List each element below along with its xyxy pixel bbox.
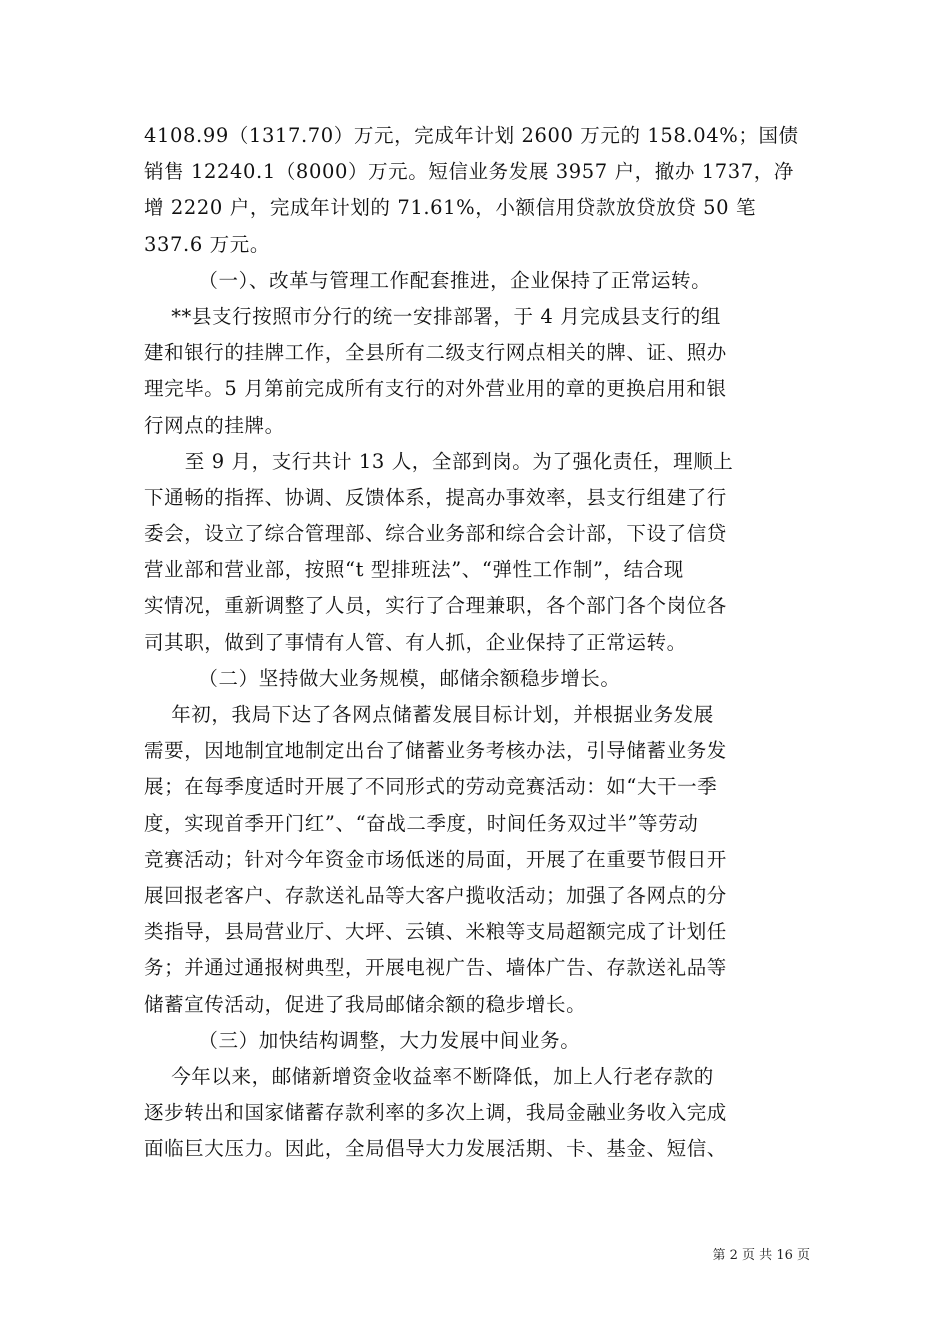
text-line: 营业部和营业部，按照“t 型排班法”、“弹性工作制”，结合现 — [144, 558, 684, 582]
text-line: 4108.99（1317.70）万元，完成年计划 2600 万元的 158.04%；国债 — [144, 124, 799, 147]
section-heading-2: （二）坚持做大业务规模，邮储余额稳步增长。 — [144, 666, 621, 690]
section-heading-3: （三）加快结构调整，大力发展中间业务。 — [144, 1028, 581, 1052]
text-line: 委会，设立了综合管理部、综合业务部和综合会计部，下设了信贷 — [144, 522, 727, 546]
text-line: 面临巨大压力。因此，全局倡导大力发展活期、卡、基金、短信、 — [144, 1137, 727, 1161]
text-line: 需要，因地制宜地制定出台了储蓄业务考核办法，引导储蓄业务发 — [144, 739, 727, 763]
text-line: 理完毕。5 月第前完成所有支行的对外营业用的章的更换启用和银 — [144, 377, 727, 401]
text-line: 司其职，做到了事情有人管、有人抓，企业保持了正常运转。 — [144, 630, 687, 654]
text-line: 实情况，重新调整了人员，实行了合理兼职，各个部门各个岗位各 — [144, 594, 727, 618]
text-line: 展；在每季度适时开展了不同形式的劳动竞赛活动：如“大干一季 — [144, 775, 718, 799]
text-line: 337.6 万元。 — [144, 232, 270, 256]
text-line: 今年以来，邮储新增资金收益率不断降低，加上人行老存款的 — [144, 1064, 714, 1088]
text-line: 展回报老客户、存款送礼品等大客户揽收活动；加强了各网点的分 — [144, 883, 727, 907]
text-line: 储蓄宣传活动，促进了我局邮储余额的稳步增长。 — [144, 992, 587, 1016]
text-line: 务；并通过通报树典型，开展电视广告、墙体广告、存款送礼品等 — [144, 956, 727, 980]
page-number-footer: 第 2 页 共 16 页 — [712, 1248, 810, 1263]
text-line: **县支行按照市分行的统一安排部署，于 4 月完成县支行的组 — [144, 304, 721, 328]
text-line: 下通畅的指挥、协调、反馈体系，提高办事效率，县支行组建了行 — [144, 485, 727, 509]
text-line: 逐步转出和国家储蓄存款利率的多次上调，我局金融业务收入完成 — [144, 1101, 727, 1125]
text-line: 类指导，县局营业厅、大坪、云镇、米粮等支局超额完成了计划任 — [144, 920, 727, 944]
section-heading-1: （一）、改革与管理工作配套推进，企业保持了正常运转。 — [144, 268, 712, 292]
document-body — [144, 118, 809, 1167]
text-line: 增 2220 户，完成年计划的 71.61%，小额信用贷款放贷放贷 50 笔 — [144, 196, 757, 220]
text-line: 竞赛活动；针对今年资金市场低迷的局面，开展了在重要节假日开 — [144, 847, 727, 871]
text-line: 行网点的挂牌。 — [144, 413, 285, 437]
text-line: 销售 12240.1（8000）万元。短信业务发展 3957 户，撤办 1737，净 — [144, 160, 795, 184]
text-line: 至 9 月，支行共计 13 人，全部到岗。为了强化责任，理顺上 — [144, 449, 734, 473]
text-line: 建和银行的挂牌工作，全县所有二级支行网点相关的牌、证、照办 — [144, 341, 727, 365]
text-line: 年初，我局下达了各网点储蓄发展目标计划，并根据业务发展 — [144, 703, 714, 726]
text-line: 度，实现首季开门红”、“奋战二季度，时间任务双过半”等劳动 — [144, 811, 699, 835]
